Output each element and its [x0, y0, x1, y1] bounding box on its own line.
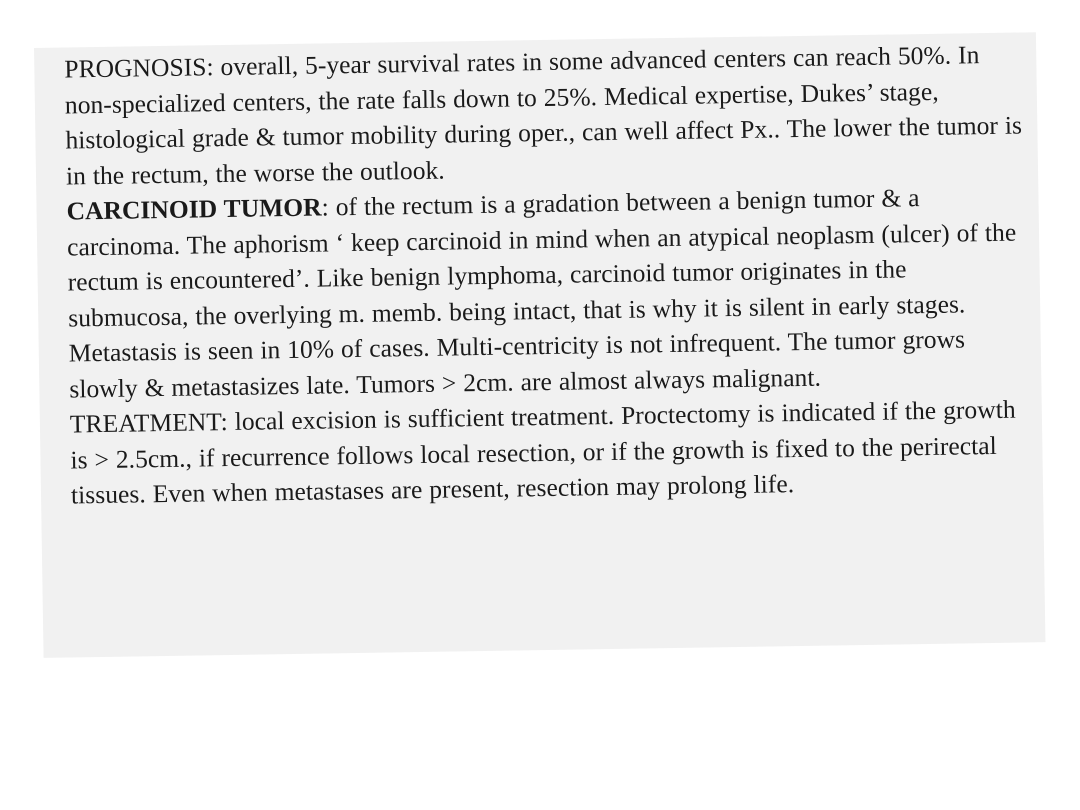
scanned-text-block	[34, 32, 1045, 658]
treatment-paragraph	[70, 391, 1032, 513]
prognosis-body: : overall, 5-year survival rates in some advanced centers can reach 50%. In non-specialized centers, the rate falls down to 25%. Medical expertise, Dukes’ stage, histological grade & tumor mobility during oper., can well affect Px.. The lower the tumor is in the rectum, the worse the outlook.	[64, 40, 1023, 191]
carcinoid-heading: CARCINOID TUMOR	[66, 192, 322, 226]
document-text	[64, 36, 1031, 513]
carcinoid-body: : of the rectum is a gradation between a benign tumor & a carcinoma. The aphorism ‘ keep carcinoid in mind when an atypical neoplasm (ulcer) of the rectum is encountered’. Like benign lymphoma, carcinoid tumor originates in the submucosa, the overlying m. memb. being intact, that is why it is silent in early stages. Metastasis is seen in 10% of cases. Multi-centricity is not infrequent. The tumor grows slowly & metastasizes late. Tumors > 2cm. are almost always malignant.	[66, 183, 1017, 403]
prognosis-heading: PROGNOSIS	[64, 52, 207, 84]
treatment-heading: TREATMENT	[69, 407, 221, 439]
treatment-body: : local excision is sufficient treatment. Proctectomy is indicated if the growth is > 2.5cm., if recurrence follows local resection, or if the growth is fixed to the perirectal tissues. Even when metastases are present, resection may prolong life.	[70, 394, 1016, 510]
prognosis-paragraph	[64, 36, 1026, 193]
carcinoid-paragraph	[66, 178, 1029, 406]
